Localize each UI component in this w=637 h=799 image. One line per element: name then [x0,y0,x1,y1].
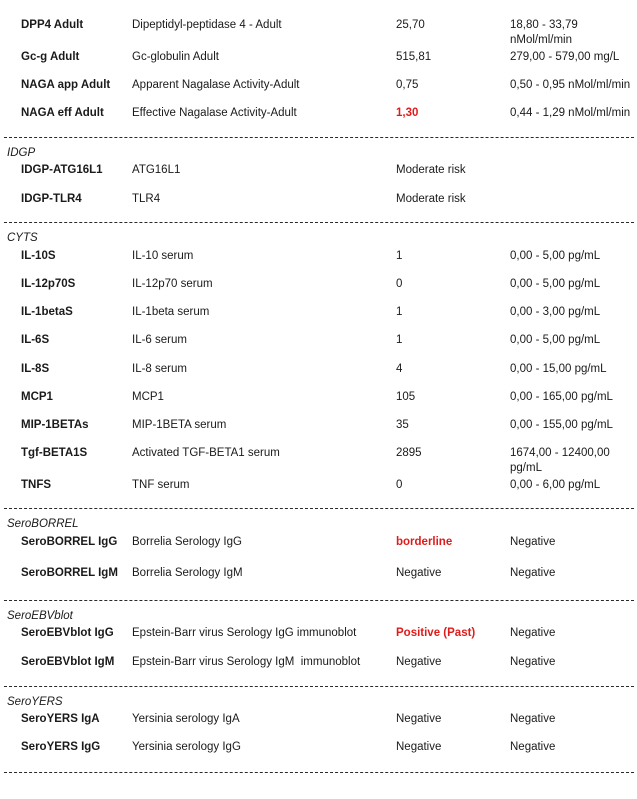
reference-range: 0,00 - 5,00 pg/mL [510,278,601,290]
reference-range: Negative [510,656,556,668]
test-code: DPP4 Adult [21,19,84,31]
section-divider [4,222,634,223]
test-code: IL-10S [21,250,56,262]
test-code: SeroYERS IgG [21,741,101,753]
section-title-cyts: CYTS [7,232,38,244]
reference-range: 0,00 - 6,00 pg/mL [510,479,601,491]
section-title-seroebvblot: SeroEBVblot [7,610,73,622]
test-code: MIP-1BETAs [21,419,89,431]
section-divider [4,686,634,687]
test-value: 105 [396,391,416,403]
test-description: IL-10 serum [132,250,194,262]
test-description: Dipeptidyl-peptidase 4 - Adult [132,19,282,31]
test-description: ATG16L1 [132,164,181,176]
test-value: 1 [396,306,403,318]
test-value: Negative [396,713,442,725]
reference-range: 1674,00 - 12400,00 pg/mL [510,447,610,474]
test-description: IL-8 serum [132,363,187,375]
test-code: IL-6S [21,334,50,346]
test-value: 1 [396,250,403,262]
test-description: IL-6 serum [132,334,187,346]
reference-range: 18,80 - 33,79 nMol/ml/min [510,19,578,46]
test-value: Moderate risk [396,193,466,205]
reference-range: Negative [510,567,556,579]
section-title-idgp: IDGP [7,147,36,159]
test-description: TNF serum [132,479,190,491]
test-code: IDGP-ATG16L1 [21,164,103,176]
reference-range: Negative [510,741,556,753]
reference-range: Negative [510,627,556,639]
test-code: IL-8S [21,363,50,375]
test-description: IL-12p70 serum [132,278,213,290]
test-code: IDGP-TLR4 [21,193,82,205]
test-description: Borrelia Serology IgG [132,536,242,548]
test-value: Moderate risk [396,164,466,176]
test-value-flagged: Positive (Past) [396,627,476,639]
test-code: SeroBORREL IgG [21,536,118,548]
test-code: SeroYERS IgA [21,713,100,725]
test-code: NAGA app Adult [21,79,111,91]
test-description: Yersinia serology IgG [132,741,241,753]
test-description: TLR4 [132,193,161,205]
test-code: Tgf-BETA1S [21,447,88,459]
section-title-seroborrel: SeroBORREL [7,518,79,530]
test-value: 25,70 [396,19,425,31]
test-code: TNFS [21,479,52,491]
test-code: IL-12p70S [21,278,76,290]
section-divider [4,772,634,773]
reference-range: Negative [510,713,556,725]
reference-range: 0,50 - 0,95 nMol/ml/min [510,79,631,91]
test-value: 2895 [396,447,422,459]
reference-range: 0,44 - 1,29 nMol/ml/min [510,107,631,119]
test-code: SeroEBVblot IgM [21,656,115,668]
test-value: 515,81 [396,51,432,63]
section-title-seroyers: SeroYERS [7,696,63,708]
test-value-flagged: borderline [396,536,453,548]
test-value: 1 [396,334,403,346]
test-description: Borrelia Serology IgM [132,567,243,579]
reference-range: 0,00 - 5,00 pg/mL [510,334,601,346]
test-description: IL-1beta serum [132,306,210,318]
test-code: SeroBORREL IgM [21,567,118,579]
test-value: 4 [396,363,403,375]
reference-range: Negative [510,536,556,548]
reference-range: 0,00 - 15,00 pg/mL [510,363,607,375]
reference-range: 0,00 - 155,00 pg/mL [510,419,613,431]
test-description: Effective Nagalase Activity-Adult [132,107,297,119]
reference-range: 0,00 - 3,00 pg/mL [510,306,601,318]
test-value: Negative [396,567,442,579]
test-description: Epstein-Barr virus Serology IgM immunoblot [132,656,361,668]
test-value: 0 [396,479,403,491]
test-value: Negative [396,741,442,753]
test-code: SeroEBVblot IgG [21,627,114,639]
section-divider [4,508,634,509]
reference-range: 0,00 - 165,00 pg/mL [510,391,613,403]
test-description: Yersinia serology IgA [132,713,240,725]
test-value-flagged: 1,30 [396,107,419,119]
test-value: 35 [396,419,409,431]
test-description: MIP-1BETA serum [132,419,227,431]
test-description: Apparent Nagalase Activity-Adult [132,79,300,91]
reference-range: 0,00 - 5,00 pg/mL [510,250,601,262]
test-value: Negative [396,656,442,668]
test-code: Gc-g Adult [21,51,80,63]
section-divider [4,600,634,601]
test-description: Activated TGF-BETA1 serum [132,447,280,459]
test-code: MCP1 [21,391,53,403]
test-value: 0,75 [396,79,419,91]
reference-range: 279,00 - 579,00 mg/L [510,51,620,63]
test-code: NAGA eff Adult [21,107,104,119]
test-description: Epstein-Barr virus Serology IgG immunoblot [132,627,357,639]
test-description: Gc-globulin Adult [132,51,219,63]
test-description: MCP1 [132,391,164,403]
test-code: IL-1betaS [21,306,73,318]
test-value: 0 [396,278,403,290]
section-divider [4,137,634,138]
